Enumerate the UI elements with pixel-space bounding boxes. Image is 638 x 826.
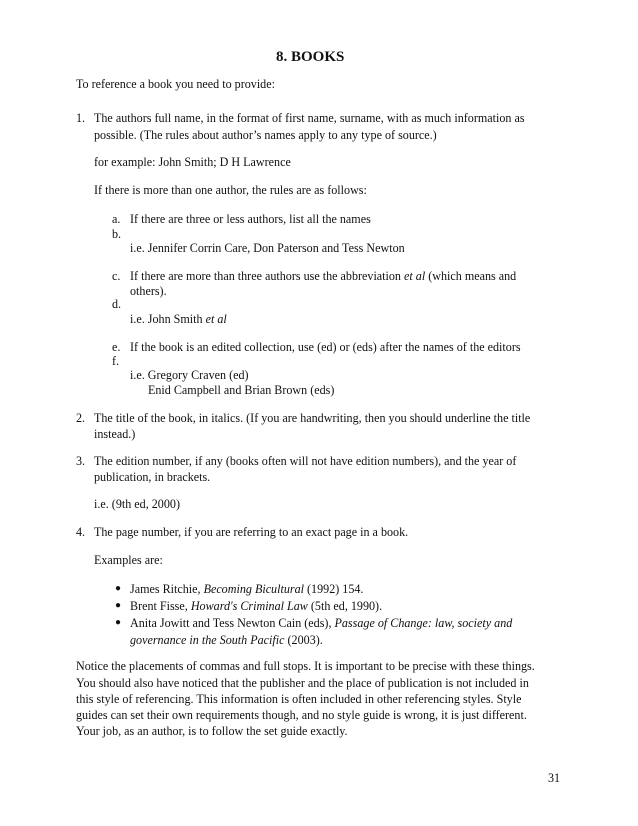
bullet-icon: ● bbox=[115, 600, 122, 611]
example-2-details: (5th ed, 1990). bbox=[307, 599, 383, 613]
sub-c-text-italic: et al bbox=[404, 269, 426, 283]
item-3-line-2: publication, in brackets. bbox=[94, 470, 211, 484]
item-4-number: 4. bbox=[76, 525, 86, 539]
item-1-line-2: possible. (The rules about author’s names apply to any type of source.) bbox=[94, 128, 437, 142]
sub-c-label: c. bbox=[112, 269, 121, 283]
example-2 bbox=[130, 600, 382, 612]
sub-e-text: If the book is an edited collection, use (ed) or (eds) after the names of the editors bbox=[130, 340, 521, 354]
sub-a-label: a. bbox=[112, 212, 121, 226]
page-number: 31 bbox=[548, 771, 561, 785]
item-1-example: for example: John Smith; D H Lawrence bbox=[94, 155, 291, 169]
sub-f-line-2: Enid Campbell and Brian Brown (eds) bbox=[148, 383, 335, 397]
bullet-icon: ● bbox=[115, 617, 122, 628]
sub-c-text-start: If there are more than three authors use the abbreviation bbox=[130, 269, 405, 283]
item-2-number: 2. bbox=[76, 411, 86, 425]
example-3-line-2 bbox=[130, 634, 323, 646]
intro-text: To reference a book you need to provide: bbox=[76, 77, 275, 91]
sub-c-text-end: (which means and bbox=[425, 269, 517, 283]
sub-e-label: e. bbox=[112, 340, 121, 354]
notice-line-4: guides can set their own requirements though, and no style guide is wrong, it is just different. bbox=[76, 708, 527, 722]
sub-d-label: d. bbox=[112, 297, 122, 311]
item-4-line-1: The page number, if you are referring to an exact page in a book. bbox=[94, 525, 409, 539]
example-1-title: Becoming Bicultural bbox=[203, 582, 304, 596]
example-3-author: Anita Jowitt and Tess Newton Cain (eds), bbox=[130, 616, 335, 630]
example-2-title: Howard's Criminal Law bbox=[190, 599, 308, 613]
example-3-title: Passage of Change: law, society and bbox=[334, 616, 513, 630]
item-4-examples-label: Examples are: bbox=[94, 553, 163, 567]
example-3-title-cont: governance in the South Pacific bbox=[130, 633, 285, 647]
example-1-details: (1992) 154. bbox=[304, 582, 364, 596]
bullet-icon: ● bbox=[115, 583, 122, 594]
sub-d-text bbox=[130, 313, 227, 325]
example-1 bbox=[130, 583, 363, 595]
notice-line-3: this style of referencing. This information is often included in other referencing styles. Style bbox=[76, 692, 522, 706]
sub-d-text-start: i.e. John Smith bbox=[130, 312, 206, 326]
item-2-line-1: The title of the book, in italics. (If you are handwriting, then you should underline the title bbox=[94, 411, 531, 425]
item-1-rules-intro: If there is more than one author, the rules are as follows: bbox=[94, 183, 367, 197]
item-2-line-2: instead.) bbox=[94, 427, 136, 441]
notice-line-2: You should also have noticed that the publisher and the place of publication is not included in bbox=[76, 676, 529, 690]
example-1-author: James Ritchie, bbox=[130, 582, 204, 596]
item-3-line-1: The edition number, if any (books often will not have edition numbers), and the year of bbox=[94, 454, 517, 468]
sub-b-text: i.e. Jennifer Corrin Care, Don Paterson and Tess Newton bbox=[130, 241, 405, 255]
sub-d-text-italic: et al bbox=[205, 312, 227, 326]
item-1-line-1: The authors full name, in the format of first name, surname, with as much information as bbox=[94, 111, 525, 125]
item-1-number: 1. bbox=[76, 111, 86, 125]
sub-a-text: If there are three or less authors, list all the names bbox=[130, 212, 371, 226]
sub-b-label: b. bbox=[112, 227, 122, 241]
item-3-number: 3. bbox=[76, 454, 86, 468]
example-2-author: Brent Fisse, bbox=[130, 599, 191, 613]
item-3-example: i.e. (9th ed, 2000) bbox=[94, 497, 180, 511]
notice-line-1: Notice the placements of commas and full stops. It is important to be precise with these things. bbox=[76, 659, 535, 673]
example-3-details: (2003). bbox=[284, 633, 323, 647]
example-3-line-1 bbox=[130, 617, 512, 629]
sub-f-label: f. bbox=[112, 354, 120, 368]
sub-c-text bbox=[130, 270, 516, 282]
sub-c-line-2: others). bbox=[130, 284, 167, 298]
page-title: 8. BOOKS bbox=[276, 49, 345, 65]
notice-line-5: Your job, as an author, is to follow the set guide exactly. bbox=[76, 724, 348, 738]
sub-f-line-1: i.e. Gregory Craven (ed) bbox=[130, 368, 249, 382]
